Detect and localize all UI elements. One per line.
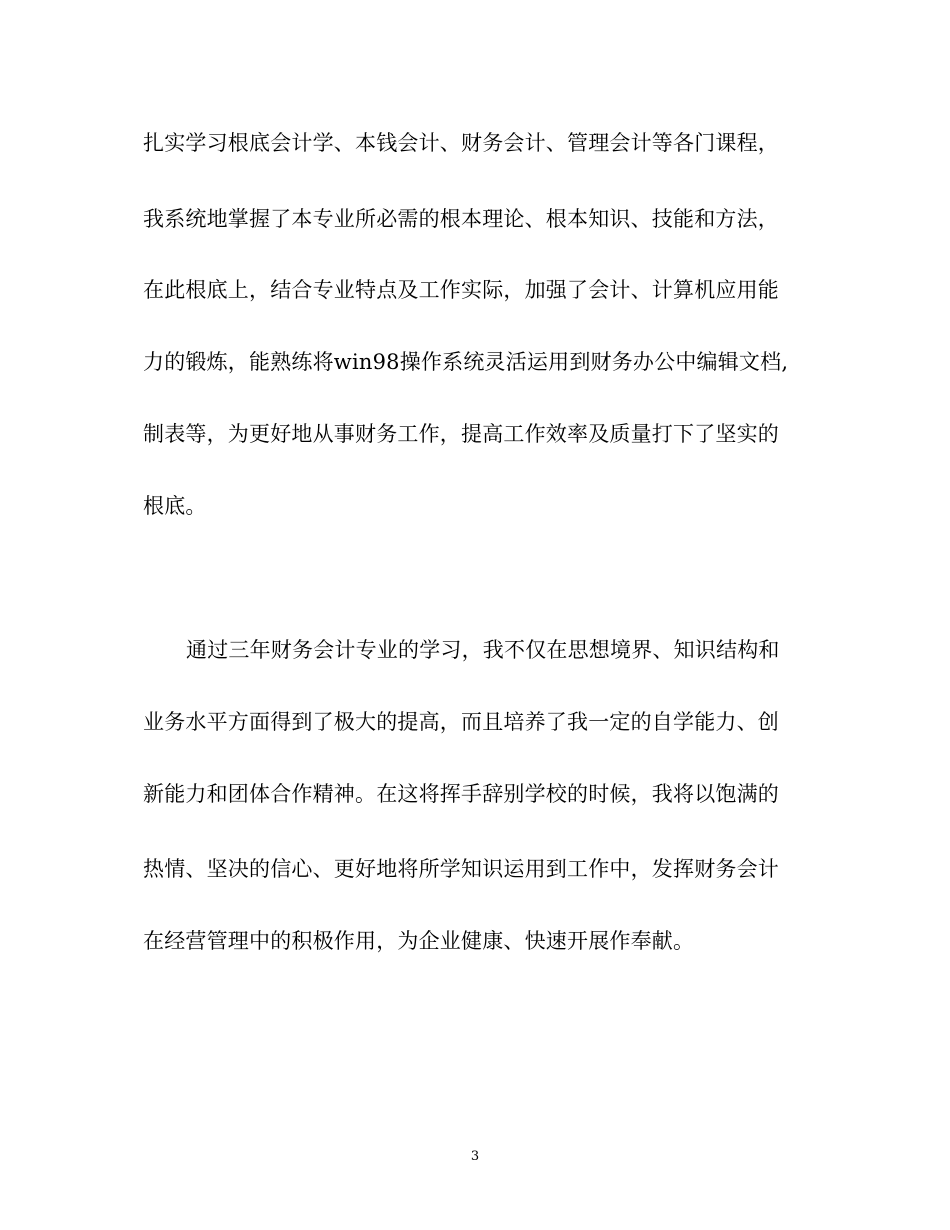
paragraph-1-line-6: 根底。 bbox=[143, 494, 207, 518]
paragraph-1-line-1: 扎实学习根底会计学、本钱会计、财务会计、管理会计等各门课程， bbox=[143, 131, 779, 155]
paragraph-2-line-4: 热情、坚决的信心、更好地将所学知识运用到工作中，发挥财务会计 bbox=[143, 857, 779, 881]
paragraph-1-line-2: 我系统地掌握了本专业所必需的根本理论、根本知识、技能和方法， bbox=[143, 207, 779, 231]
paragraph-1-line-5: 制表等，为更好地从事财务工作，提高工作效率及质量打下了坚实的 bbox=[143, 422, 779, 446]
paragraph-1-line-3: 在此根底上，结合专业特点及工作实际，加强了会计、计算机应用能 bbox=[143, 278, 779, 302]
page-number: 3 bbox=[470, 1149, 480, 1164]
paragraph-2-line-3: 新能力和团体合作精神。在这将挥手辞别学校的时候，我将以饱满的 bbox=[143, 782, 779, 806]
paragraph-2-line-2: 业务水平方面得到了极大的提高，而且培养了我一定的自学能力、创 bbox=[143, 710, 779, 734]
paragraph-1-line-4: 力的锻炼，能熟练将win98操作系统灵活运用到财务办公中编辑文档, bbox=[143, 350, 789, 374]
paragraph-2-line-5: 在经营管理中的积极作用，为企业健康、快速开展作奉献。 bbox=[143, 929, 695, 953]
paragraph-2-line-1: 通过三年财务会计专业的学习，我不仅在思想境界、知识结构和 bbox=[186, 638, 780, 662]
